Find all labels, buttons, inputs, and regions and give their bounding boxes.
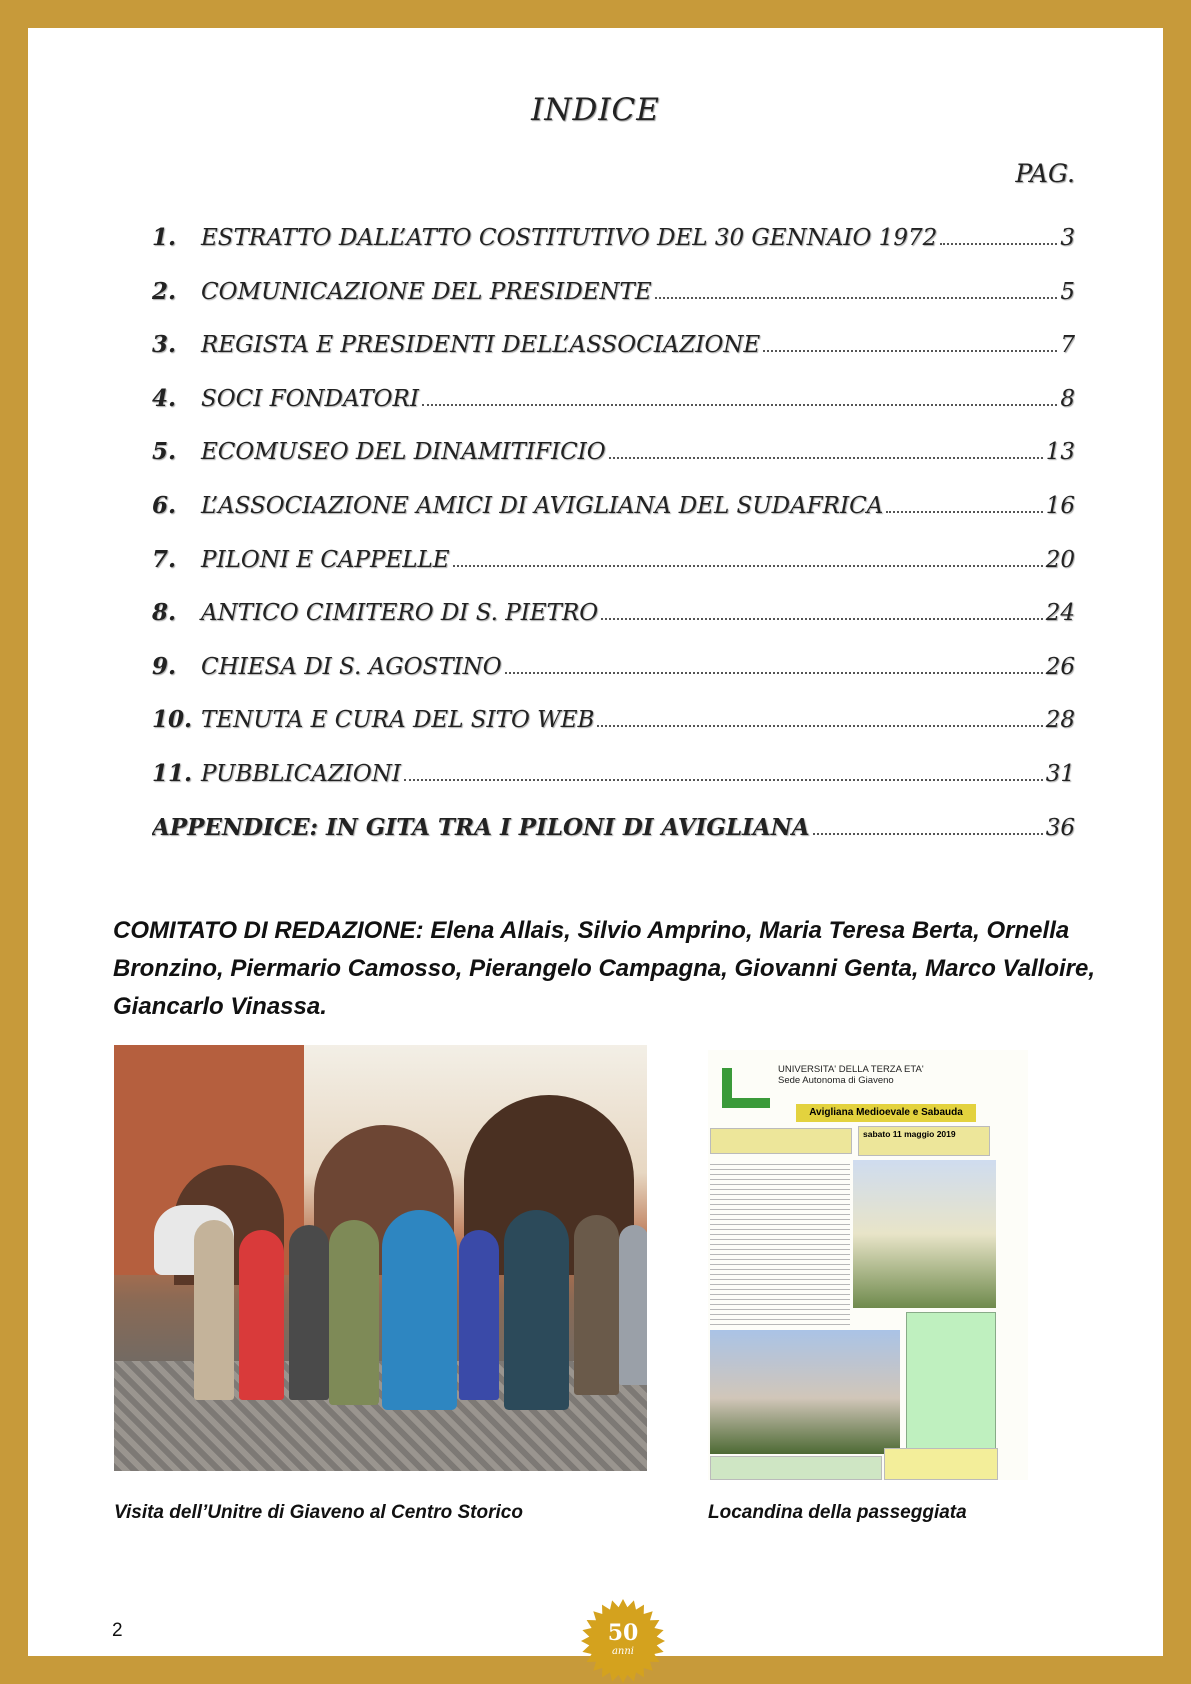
toc-dot-leader [763,350,1057,352]
toc-entry-label: ANTICO CIMITERO DI S. PIETRO [201,600,599,627]
poster-banner: Avigliana Medioevale e Sabauda [796,1104,976,1122]
toc-entry-page: 26 [1045,653,1075,680]
toc-entry-label: SOCI FONDATORI [201,385,419,412]
toc-entry-page: 13 [1045,439,1075,466]
photo-caption: Visita dell’Unitre di Giaveno al Centro Storico [114,1502,523,1523]
poster-caption: Locandina della passeggiata [708,1502,967,1523]
toc-entry-number: 9. [152,652,177,680]
toc-entry-page: 16 [1045,492,1075,519]
toc-dot-leader [505,672,1043,674]
anniversary-seal-icon [580,1598,666,1684]
toc-entry-page: 8 [1060,385,1075,412]
toc-entry [152,760,1075,814]
toc-entry-number: 4. [152,384,177,412]
toc-dot-leader [422,404,1057,406]
toc-entry-label: CHIESA DI S. AGOSTINO [201,653,502,680]
toc-entry-page: 20 [1045,546,1075,573]
toc-entry-number: 7. [152,545,177,573]
toc-entry [152,814,1075,868]
poster-seat: Sede Autonoma di Giaveno [778,1075,894,1086]
toc-entry [152,224,1075,278]
toc-dot-leader [597,725,1042,727]
toc-entry-number: 2. [152,277,177,305]
toc-entry-label: L’ASSOCIAZIONE AMICI DI AVIGLIANA DEL SUDAFRICA [201,492,884,519]
toc-entry-label: ECOMUSEO DEL DINAMITIFICIO [201,439,606,466]
toc-dot-leader [601,618,1043,620]
unitre-logo-icon [722,1068,770,1108]
toc-entry [152,599,1075,653]
table-of-contents [152,224,1075,867]
toc-entry [152,438,1075,492]
toc-entry-page: 3 [1060,225,1075,251]
toc-entry-label: APPENDICE: IN GITA TRA I PILONI DI AVIGLIANA [152,813,810,841]
toc-entry-number: 11. [152,759,193,787]
toc-dot-leader [655,297,1058,299]
toc-entry-label: ESTRATTO DALL’ATTO COSTITUTIVO DEL 30 GENNAIO 1972 [201,225,938,251]
seal-word: anni [611,1646,635,1657]
seal-number: 50 [607,1620,639,1646]
toc-entry-page: 24 [1045,600,1075,627]
toc-entry [152,706,1075,760]
toc-entry-page: 28 [1045,707,1075,734]
toc-entry [152,492,1075,546]
toc-entry-number: 3. [152,331,177,359]
toc-entry-page: 36 [1045,814,1075,841]
event-poster [708,1050,1028,1480]
toc-entry [152,653,1075,707]
poster-date: sabato 11 maggio 2019 [863,1129,956,1139]
page-number: 2 [112,1620,123,1641]
toc-entry [152,278,1075,332]
toc-entry-label: TENUTA E CURA DEL SITO WEB [201,707,595,734]
toc-entry-label: PILONI E CAPPELLE [201,546,450,573]
toc-entry-number: 8. [152,599,177,627]
toc-entry [152,546,1075,600]
toc-entry [152,385,1075,439]
toc-entry-number: 6. [152,491,177,519]
page [28,28,1163,1656]
editorial-committee: COMITATO DI REDAZIONE: Elena Allais, Silvio Amprino, Maria Teresa Berta, Ornella Bronzino, Piermario Camosso, Pierangelo Campagna, Giovanni Genta, Marco Valloire, Giancarlo Vinassa. [113,917,1096,1020]
page-column-label: PAG. [1015,159,1075,188]
toc-entry-label: PUBBLICAZIONI [201,760,401,787]
toc-dot-leader [813,833,1043,835]
toc-dot-leader [453,565,1043,567]
toc-entry [152,331,1075,385]
toc-entry-page: 31 [1045,760,1075,787]
toc-dot-leader [940,243,1057,245]
toc-entry-number: 1. [152,224,177,251]
toc-dot-leader [609,457,1043,459]
toc-dot-leader [886,511,1042,513]
toc-dot-leader [404,779,1043,781]
index-title: INDICE [531,92,660,128]
group-visit-photo [114,1045,647,1471]
toc-entry-number: 5. [152,438,177,466]
toc-entry-page: 7 [1060,332,1075,359]
toc-entry-page: 5 [1060,278,1075,305]
toc-entry-number: 10. [152,706,193,734]
toc-entry-label: REGISTA E PRESIDENTI DELL’ASSOCIAZIONE [201,332,761,359]
poster-university: UNIVERSITA' DELLA TERZA ETA' [778,1064,924,1075]
toc-entry-label: COMUNICAZIONE DEL PRESIDENTE [201,278,652,305]
